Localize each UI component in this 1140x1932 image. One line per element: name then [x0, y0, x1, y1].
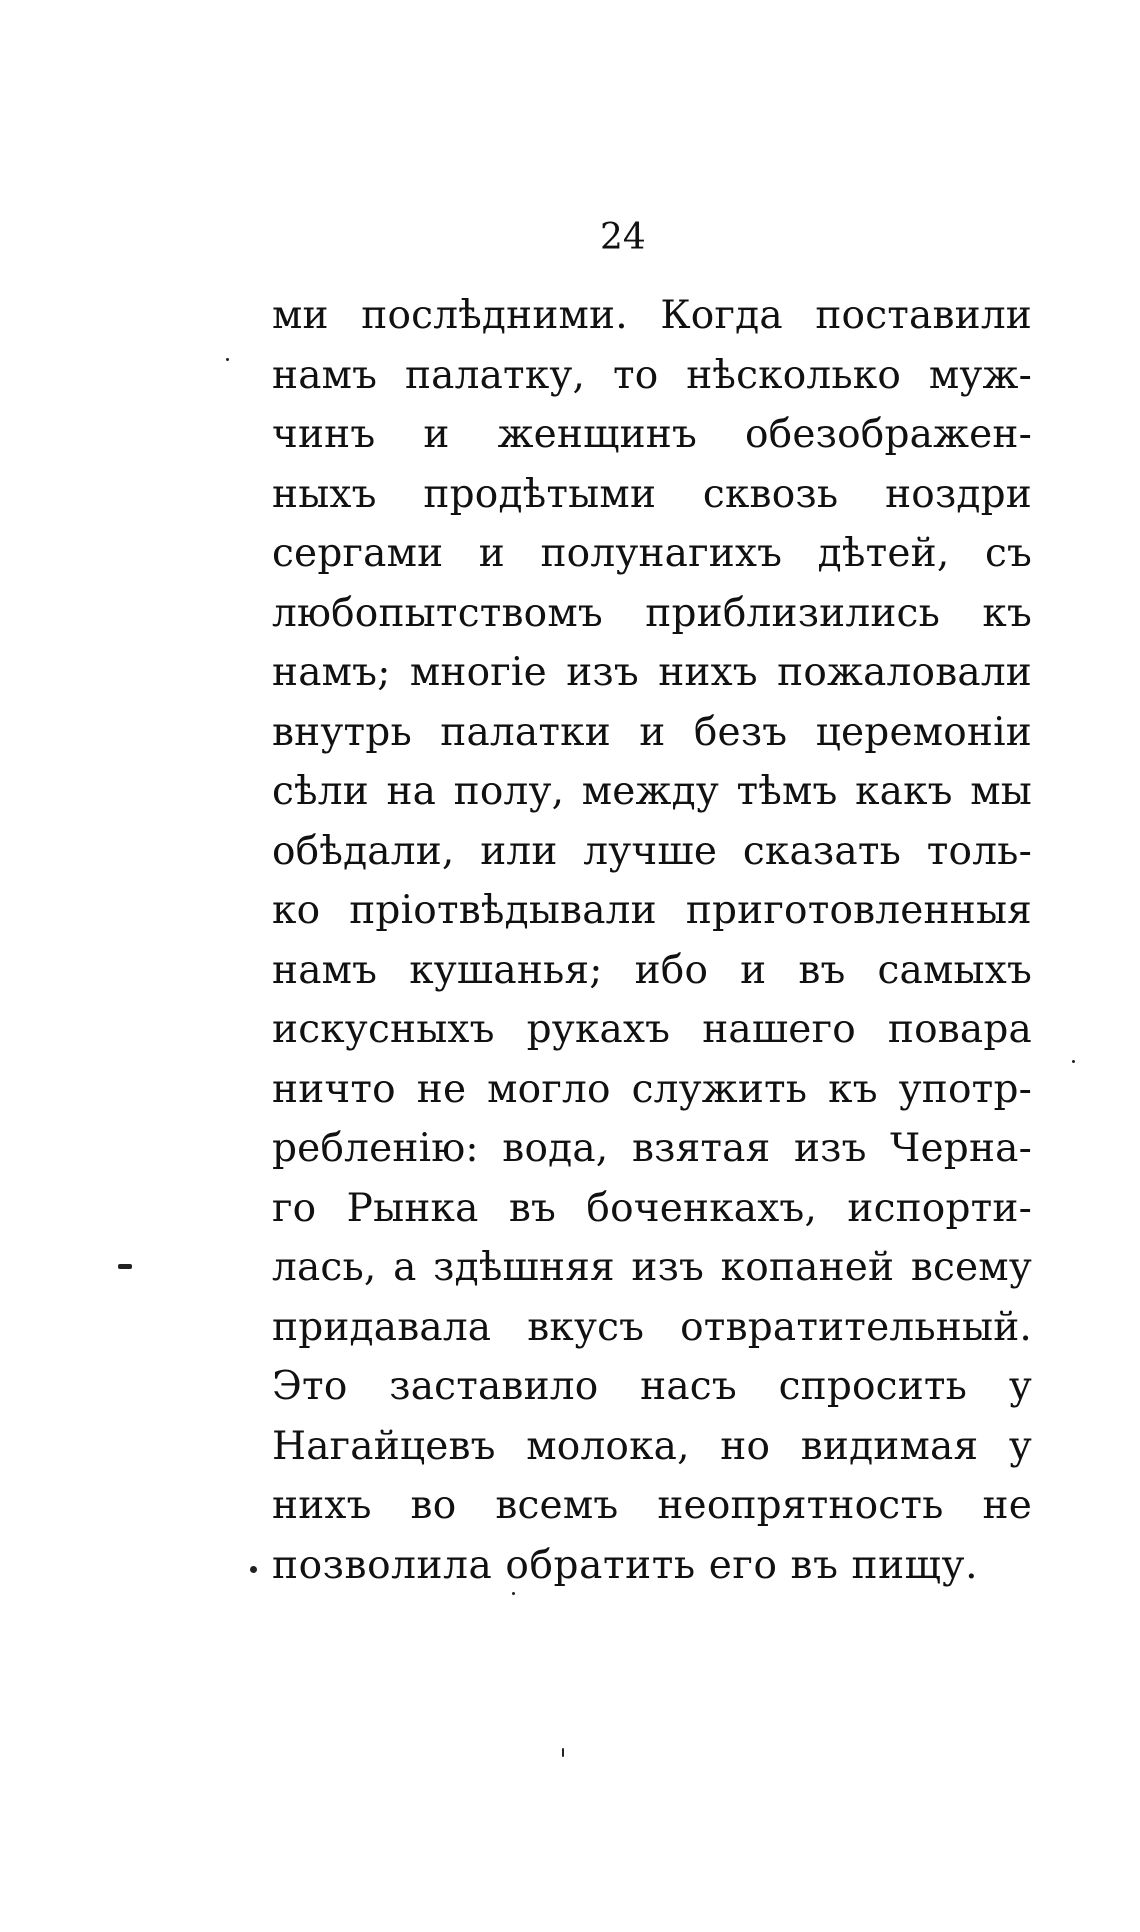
text-line-21: нихъ во всемъ неопрятность не: [272, 1483, 1032, 1528]
text-line-3: чинъ и женщинъ обезображен-: [272, 412, 1032, 457]
text-line-17: лась, а здѣшняя изъ копаней всему: [272, 1245, 1032, 1290]
text-line-7: намъ; многіе изъ нихъ пожаловали: [272, 650, 1032, 695]
text-line-2: намъ палатку, то нѣсколько муж-: [272, 352, 1032, 398]
text-line-10: обѣдали, или лучше сказать толь-: [272, 828, 1032, 874]
text-line-15: ребленію: вода, взятая изъ Черна-: [272, 1126, 1032, 1171]
print-speck: [250, 1566, 257, 1573]
text-line-9: сѣли на полу, между тѣмъ какъ мы: [272, 769, 1032, 814]
body-text: [272, 286, 1032, 1595]
page-number: 24: [600, 217, 646, 258]
text-line-12: намъ кушанья; ибо и въ самыхъ: [272, 947, 1032, 993]
text-line-1: ми послѣдними. Когда поставили: [272, 293, 1032, 338]
print-speck: [226, 358, 229, 361]
text-line-8: внутрь палатки и безъ церемоніи: [272, 709, 1032, 755]
print-speck: [512, 1592, 515, 1595]
text-line-6: любопытствомъ приблизились къ: [272, 590, 1032, 636]
print-speck: [562, 1748, 564, 1757]
text-line-18: придавала вкусъ отвратительный.: [272, 1304, 1032, 1350]
text-line-20: Нагайцевъ молока, но видимая у: [272, 1423, 1032, 1469]
text-line-11: ко пріотвѣдывали приготовленныя: [272, 888, 1032, 933]
text-line-13: искусныхъ рукахъ нашего повара: [272, 1007, 1032, 1052]
text-line-16: го Рынка въ боченкахъ, испорти-: [272, 1185, 1032, 1231]
text-line-22: позволила обратить его въ пищу.: [272, 1542, 979, 1588]
print-speck: [1072, 1060, 1075, 1063]
text-line-19: Это заставило насъ спросить у: [272, 1364, 1032, 1409]
print-speck: [118, 1264, 132, 1269]
text-line-5: сергами и полунагихъ дѣтей, съ: [272, 531, 1032, 576]
text-line-14: ничто не могло служить къ употр-: [272, 1066, 1032, 1112]
text-line-4: ныхъ продѣтыми сквозь ноздри: [272, 471, 1032, 517]
